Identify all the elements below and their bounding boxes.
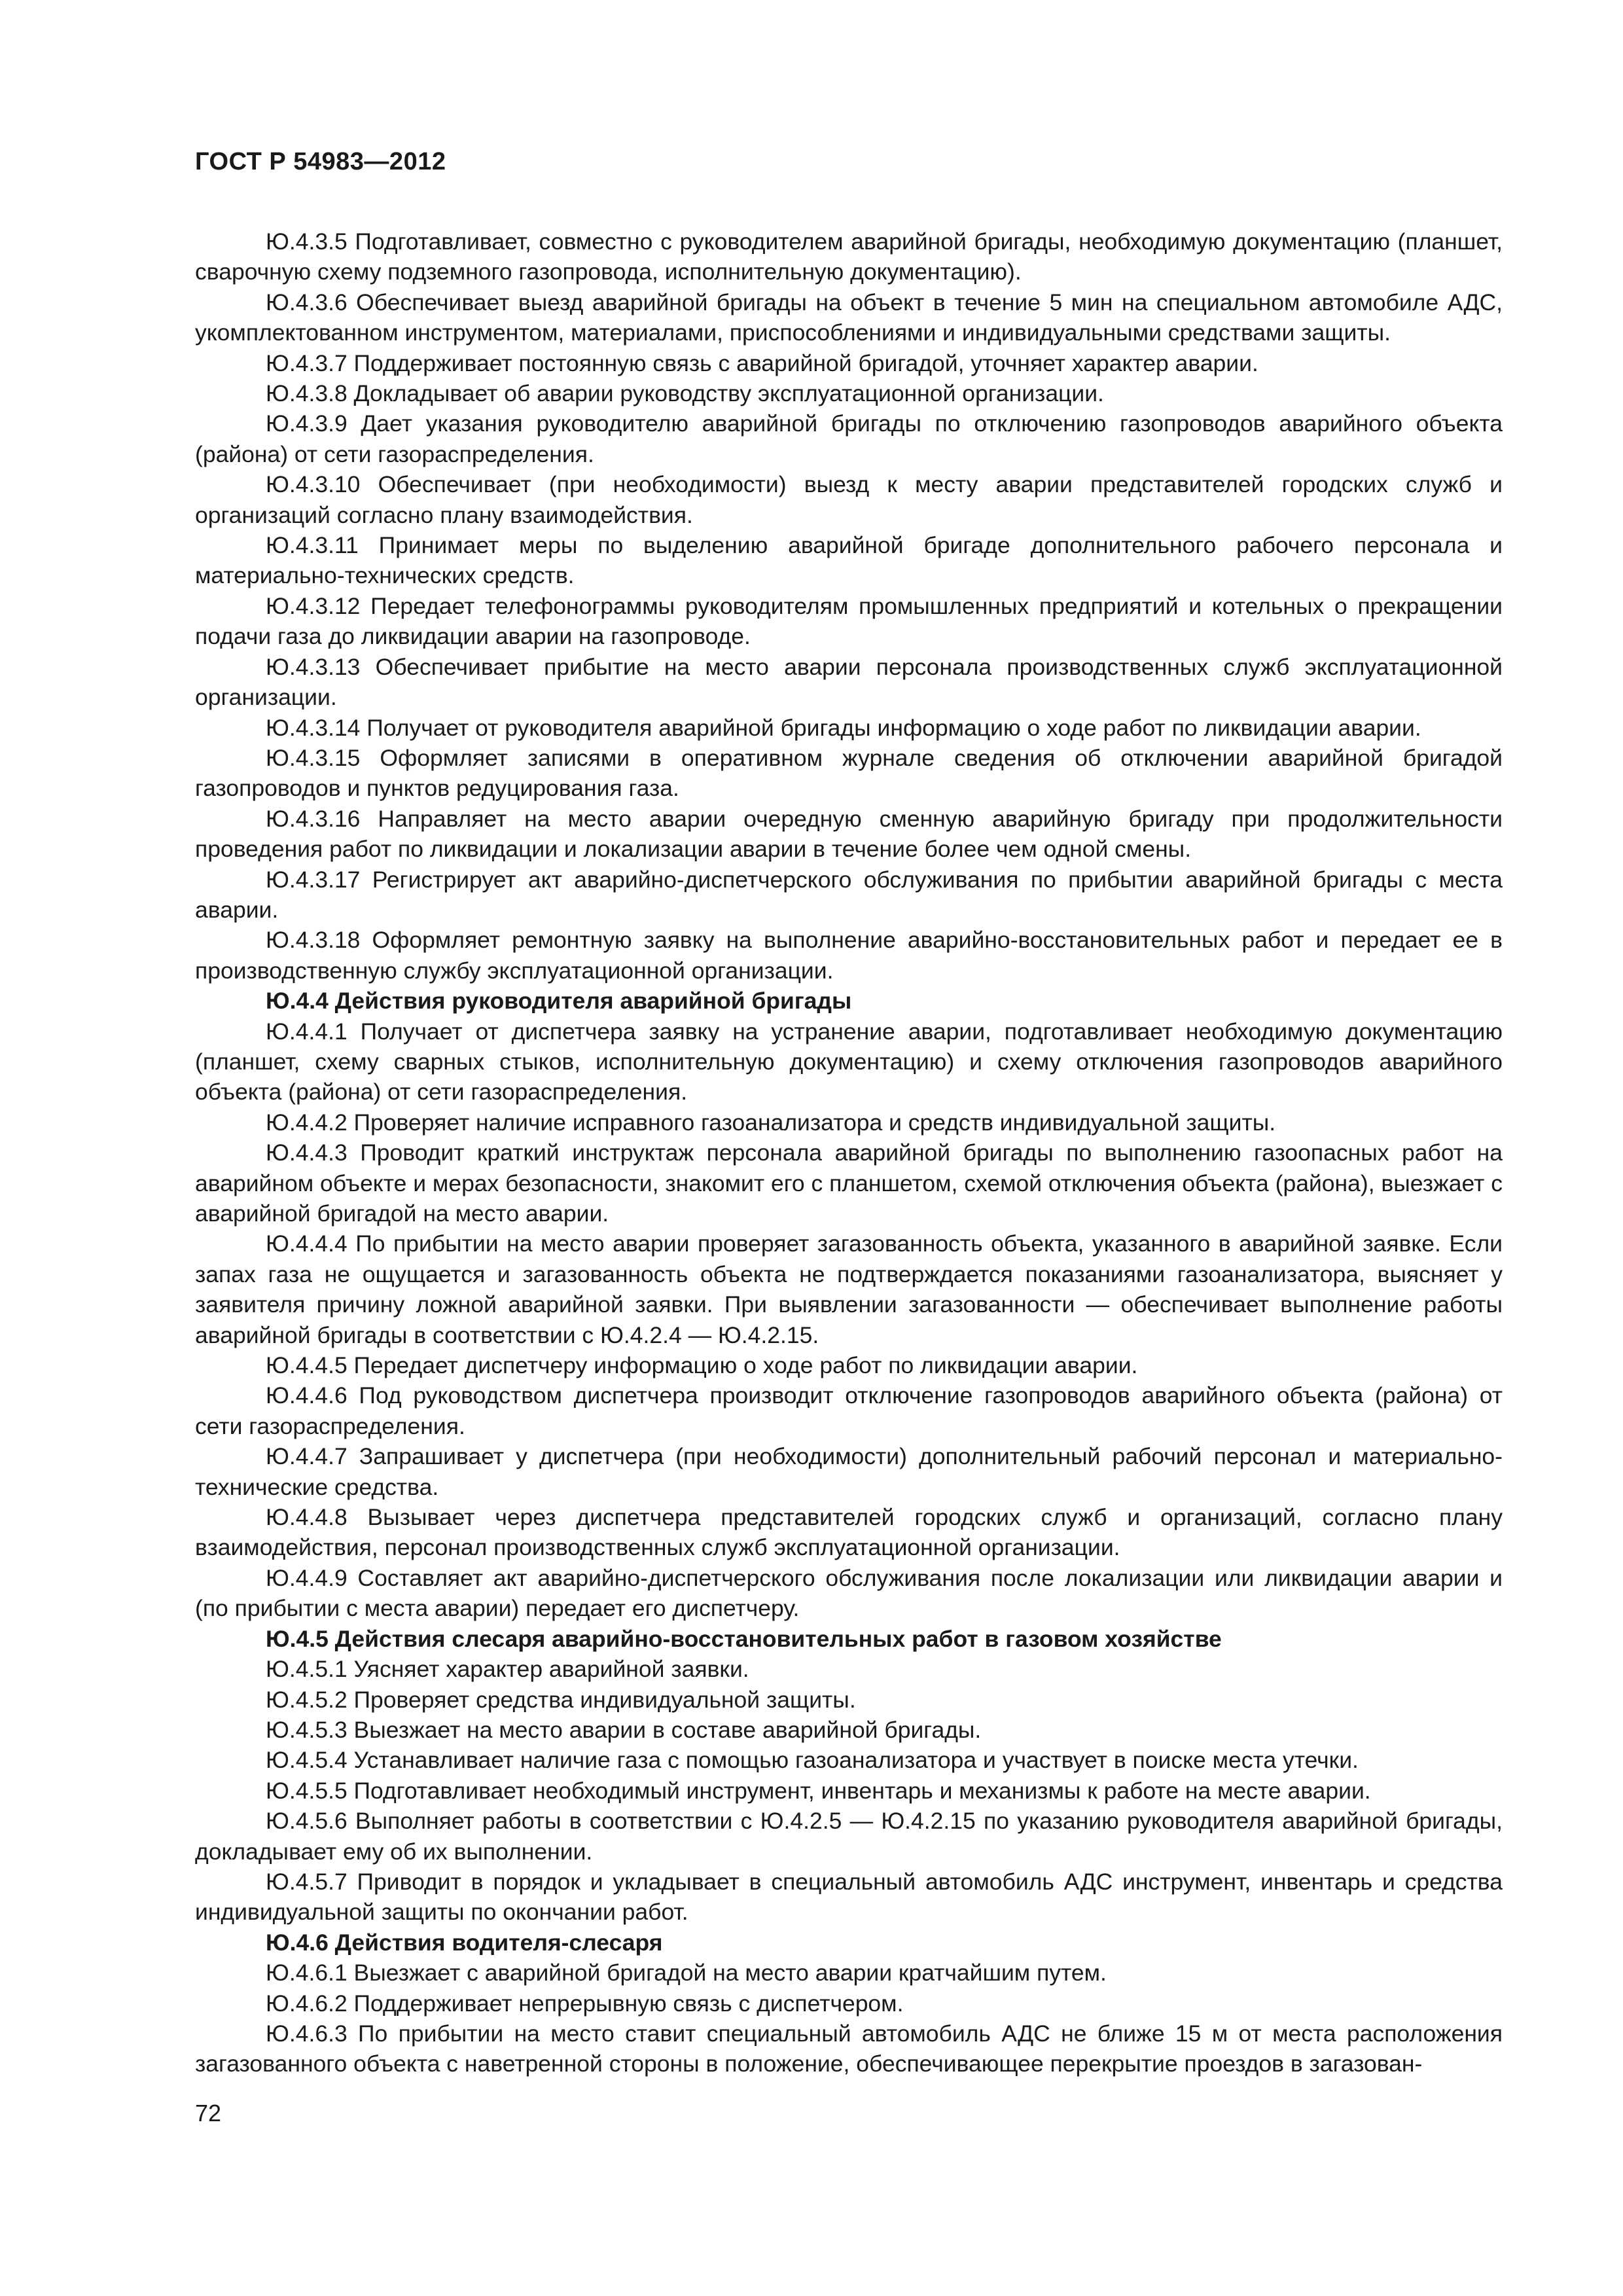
page-number: 72 <box>195 2100 222 2126</box>
section-heading: Ю.4.4 Действия руководителя аварийной бригады <box>266 988 852 1014</box>
paragraph: Ю.4.3.11 Принимает меры по выделению аварийной бригаде дополнительного рабочего персонала и материально-технических средств. <box>195 532 1503 589</box>
paragraph: Ю.4.4.7 Запрашивает у диспетчера (при необходимости) дополнительный рабочий персонал и материально-технические средства. <box>195 1443 1503 1500</box>
paragraph: Ю.4.4.9 Составляет акт аварийно-диспетчерского обслуживания после локализации или ликвидации аварии и (по прибытии с места аварии) передает его диспетчеру. <box>195 1564 1503 1622</box>
paragraph: Ю.4.3.5 Подготавливает, совместно с руководителем аварийной бригады, необходимую документацию (планшет, сварочную схему подземного газопровода, исполнительную документацию). <box>195 228 1503 285</box>
paragraph: Ю.4.5.2 Проверяет средства индивидуальной защиты. <box>266 1686 856 1713</box>
paragraph: Ю.4.3.12 Передает телефонограммы руководителям промышленных предприятий и котельных о прекращении подачи газа до ликвидации аварии на газопроводе. <box>195 592 1503 650</box>
paragraph: Ю.4.5.3 Выезжает на место аварии в составе аварийной бригады. <box>266 1716 982 1743</box>
paragraph: Ю.4.4.5 Передает диспетчеру информацию о ходе работ по ликвидации аварии. <box>266 1352 1138 1379</box>
paragraph: Ю.4.5.6 Выполняет работы в соответствии с Ю.4.2.5 — Ю.4.2.15 по указанию руководителя аварийной бригады, докладывает ему об их выполнении. <box>195 1808 1503 1865</box>
paragraph: Ю.4.3.15 Оформляет записями в оперативном журнале сведения об отключении аварийной бригадой газопроводов и пунктов редуцирования газа. <box>195 744 1503 802</box>
paragraph: Ю.4.4.2 Проверяет наличие исправного газоанализатора и средств индивидуальной защиты. <box>266 1109 1276 1136</box>
paragraph: Ю.4.3.17 Регистрирует акт аварийно-диспетчерского обслуживания по прибытии аварийной бригады с места аварии. <box>195 866 1503 923</box>
paragraph: Ю.4.4.6 Под руководством диспетчера производит отключение газопроводов аварийного объекта (района) от сети газораспределения. <box>195 1382 1503 1439</box>
paragraph: Ю.4.4.3 Проводит краткий инструктаж персонала аварийной бригады по выполнению газоопасных работ на аварийном объекте и мерах безопасности, знакомит его с планшетом, схемой отключения объекта (района), выезжает с аварийной бригадой на место аварии. <box>195 1139 1503 1227</box>
document-code-header: ГОСТ Р 54983—2012 <box>195 148 446 175</box>
paragraph: Ю.4.3.10 Обеспечивает (при необходимости) выезд к месту аварии представителей городских служб и организаций согласно плану взаимодействия. <box>195 471 1503 528</box>
paragraph: Ю.4.3.6 Обеспечивает выезд аварийной бригады на объект в течение 5 мин на специальном автомобиле АДС, укомплектованном инструментом, материалами, приспособлениями и индивидуальными средствами защиты. <box>195 289 1503 346</box>
paragraph: Ю.4.3.7 Поддерживает постоянную связь с аварийной бригадой, уточняет характер аварии. <box>266 350 1258 376</box>
paragraph: Ю.4.4.1 Получает от диспетчера заявку на устранение аварии, подготавливает необходимую документацию (планшет, схему сварных стыков, исполнительную документацию) и схему отключения газопроводов аварийного объекта (района) от сети газораспределения. <box>195 1018 1503 1105</box>
paragraph: Ю.4.6.3 По прибытии на место ставит специальный автомобиль АДС не ближе 15 м от места расположения загазованного объекта с наветренной стороны в положение, обеспечивающее перекрытие проездов в загазован- <box>195 2020 1503 2077</box>
paragraph: Ю.4.3.9 Дает указания руководителю аварийной бригады по отключению газопроводов аварийного объекта (района) от сети газораспределения. <box>195 410 1503 467</box>
paragraph: Ю.4.4.8 Вызывает через диспетчера представителей городских служб и организаций, согласно плану взаимодействия, персонал производственных служб эксплуатационной организации. <box>195 1504 1503 1561</box>
paragraph: Ю.4.5.7 Приводит в порядок и укладывает в специальный автомобиль АДС инструмент, инвентарь и средства индивидуальной защиты по окончании работ. <box>195 1868 1503 1926</box>
section-heading: Ю.4.6 Действия водителя-слесаря <box>266 1929 663 1956</box>
paragraph: Ю.4.3.13 Обеспечивает прибытие на место аварии персонала производственных служб эксплуатационной организации. <box>195 653 1503 711</box>
paragraph: Ю.4.5.4 Устанавливает наличие газа с помощью газоанализатора и участвует в поиске места утечки. <box>266 1747 1359 1774</box>
paragraph: Ю.4.3.14 Получает от руководителя аварийной бригады информацию о ходе работ по ликвидации аварии. <box>266 714 1421 741</box>
paragraph: Ю.4.6.1 Выезжает с аварийной бригадой на место аварии кратчайшим путем. <box>266 1960 1107 1986</box>
paragraph: Ю.4.3.8 Докладывает об аварии руководству эксплуатационной организации. <box>266 380 1104 407</box>
paragraph: Ю.4.6.2 Поддерживает непрерывную связь с диспетчером. <box>266 1990 904 2017</box>
paragraph: Ю.4.3.16 Направляет на место аварии очередную сменную аварийную бригаду при продолжительности проведения работ по ликвидации и локализации аварии в течение более чем одной смены. <box>195 805 1503 863</box>
paragraph: Ю.4.5.5 Подготавливает необходимый инструмент, инвентарь и механизмы к работе на месте аварии. <box>266 1777 1371 1804</box>
paragraph: Ю.4.3.18 Оформляет ремонтную заявку на выполнение аварийно-восстановительных работ и передает ее в производственную службу эксплуатационной организации. <box>195 927 1503 984</box>
document-body <box>195 226 1503 2079</box>
paragraph: Ю.4.5.1 Уясняет характер аварийной заявки. <box>266 1656 749 1683</box>
paragraph: Ю.4.4.4 По прибытии на место аварии проверяет загазованность объекта, указанного в аварийной заявке. Если запах газа не ощущается и загазованность объекта не подтверждается показаниями газоанализатора, выясняет у заявителя причину ложной аварийной заявки. При выявлении загазованности — обеспечивает выполнение работы аварийной бригады в соответствии с Ю.4.2.4 — Ю.4.2.15. <box>195 1230 1503 1348</box>
section-heading: Ю.4.5 Действия слесаря аварийно-восстановительных работ в газовом хозяйстве <box>266 1625 1222 1652</box>
